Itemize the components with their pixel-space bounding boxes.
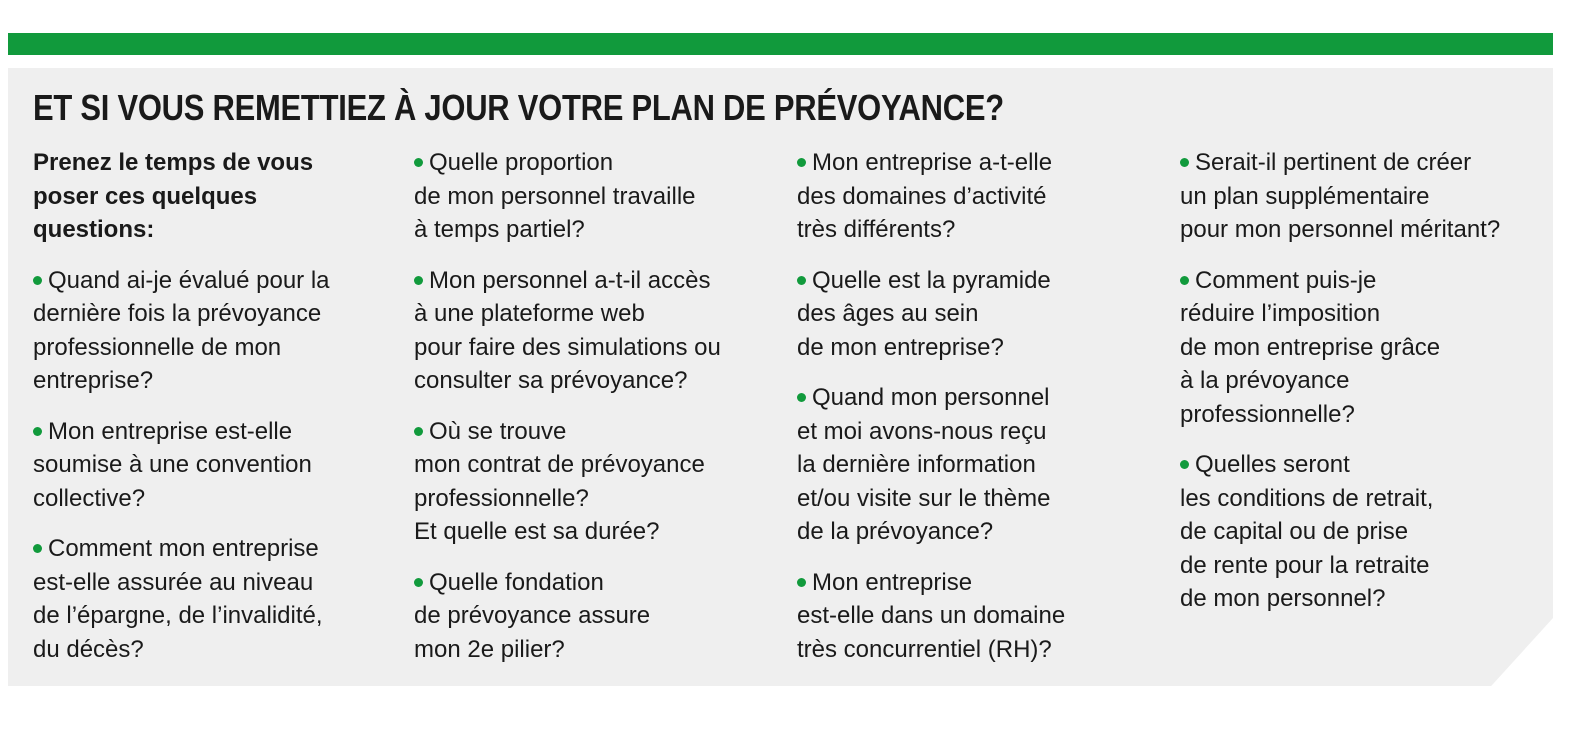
bullet-dot-icon	[33, 427, 42, 436]
question-line: à temps partiel?	[414, 216, 585, 243]
question-text: Quelles seront	[1195, 451, 1350, 478]
bullet-dot-icon	[414, 427, 423, 436]
question-text: Comment puis-je	[1195, 266, 1377, 294]
question-line: la dernière information	[797, 451, 1036, 478]
question-line: du décès?	[33, 635, 144, 663]
question-item	[414, 146, 779, 247]
question-item	[797, 146, 1162, 247]
question-line: de mon personnel?	[1180, 585, 1386, 612]
question-line: de mon personnel travaille	[414, 182, 696, 210]
question-item	[797, 264, 1162, 365]
question-item	[414, 264, 779, 398]
question-text: Quelle fondation	[429, 568, 604, 596]
question-line: consulter sa prévoyance?	[414, 367, 688, 394]
question-text: Mon personnel a-t-il accès	[429, 266, 711, 294]
column-3	[797, 146, 1162, 683]
intro-line: poser ces quelques	[33, 182, 258, 210]
question-line: de l’épargne, de l’invalidité,	[33, 602, 323, 629]
question-item	[33, 532, 398, 666]
question-line: mon contrat de prévoyance	[414, 451, 705, 478]
question-line: et/ou visite sur le thème	[797, 484, 1051, 512]
bullet-dot-icon	[797, 393, 806, 402]
question-line	[797, 146, 1162, 180]
question-text: Quand ai-je évalué pour la	[48, 266, 330, 294]
question-line	[414, 415, 779, 449]
question-line: à une plateforme web	[414, 300, 645, 327]
bullet-dot-icon	[414, 158, 423, 167]
question-line: mon 2e pilier?	[414, 635, 565, 663]
bullet-dot-icon	[797, 158, 806, 167]
question-line: professionnelle?	[1180, 400, 1355, 428]
question-item	[797, 381, 1162, 549]
question-line: est-elle dans un domaine	[797, 602, 1066, 629]
question-text: Quelle est la pyramide	[812, 266, 1051, 294]
question-line	[414, 264, 779, 298]
question-item	[797, 566, 1162, 667]
question-line	[797, 264, 1162, 298]
question-line: un plan supplémentaire	[1180, 182, 1430, 210]
column-4	[1180, 146, 1550, 633]
question-line: professionnelle?	[414, 484, 589, 512]
page-title: ET SI VOUS REMETTIEZ À JOUR VOTRE PLAN DE PRÉVOYANCE?	[33, 87, 1004, 128]
question-text: Mon entreprise est-elle	[48, 417, 293, 445]
question-line: dernière fois la prévoyance	[33, 300, 322, 327]
bullet-dot-icon	[33, 276, 42, 285]
question-item	[414, 566, 779, 667]
question-line: est-elle assurée au niveau	[33, 568, 314, 596]
question-item	[1180, 264, 1550, 432]
question-item	[414, 415, 779, 549]
question-line: de capital ou de prise	[1180, 518, 1409, 545]
question-line: de rente pour la retraite	[1180, 551, 1430, 579]
question-line: des âges au sein	[797, 300, 979, 327]
bullet-dot-icon	[414, 578, 423, 587]
bullet-dot-icon	[797, 578, 806, 587]
question-list	[797, 146, 1162, 666]
question-line: de prévoyance assure	[414, 602, 651, 629]
question-line: pour mon personnel méritant?	[1180, 216, 1501, 243]
question-line: professionnelle de mon	[33, 333, 282, 361]
question-item	[1180, 448, 1550, 616]
question-list	[414, 146, 779, 666]
bullet-dot-icon	[33, 544, 42, 553]
question-text: Où se trouve	[429, 417, 567, 445]
bullet-dot-icon	[797, 276, 806, 285]
question-item	[33, 415, 398, 516]
question-line: de mon entreprise?	[797, 333, 1004, 361]
question-line	[797, 566, 1162, 600]
question-line: et moi avons-nous reçu	[797, 417, 1047, 445]
question-list	[1180, 146, 1550, 616]
question-line	[414, 146, 779, 180]
top-accent-bar	[8, 33, 1553, 55]
question-list	[33, 264, 398, 667]
question-line: réduire l’imposition	[1180, 300, 1381, 327]
question-line: soumise à une convention	[33, 451, 312, 478]
question-line	[1180, 448, 1550, 482]
question-line	[797, 381, 1162, 415]
intro-line: questions:	[33, 216, 155, 243]
question-line: Et quelle est sa durée?	[414, 518, 660, 545]
question-line: collective?	[33, 484, 146, 512]
question-text: Quand mon personnel	[812, 384, 1050, 411]
question-item	[1180, 146, 1550, 247]
question-line	[33, 415, 398, 449]
question-line: de mon entreprise grâce	[1180, 333, 1441, 361]
bullet-dot-icon	[1180, 158, 1189, 167]
question-text: Mon entreprise	[812, 568, 973, 596]
question-line	[1180, 146, 1550, 180]
question-line	[414, 566, 779, 600]
question-line: de la prévoyance?	[797, 518, 994, 545]
question-text: Mon entreprise a-t-elle	[812, 149, 1053, 176]
question-item	[33, 264, 398, 398]
question-text: Serait-il pertinent de créer	[1195, 149, 1472, 176]
question-line: entreprise?	[33, 367, 154, 394]
intro-line: Prenez le temps de vous	[33, 149, 314, 176]
question-line	[1180, 264, 1550, 298]
question-line	[33, 264, 398, 298]
question-line: très différents?	[797, 216, 956, 243]
question-text: Quelle proportion	[429, 149, 614, 176]
bullet-dot-icon	[1180, 276, 1189, 285]
bullet-dot-icon	[414, 276, 423, 285]
question-text: Comment mon entreprise	[48, 535, 319, 562]
column-1	[33, 146, 398, 683]
question-line: à la prévoyance	[1180, 367, 1350, 394]
question-line	[33, 532, 398, 566]
question-line: des domaines d’activité	[797, 182, 1047, 210]
bullet-dot-icon	[1180, 460, 1189, 469]
question-line: les conditions de retrait,	[1180, 484, 1434, 512]
column-2	[414, 146, 779, 683]
intro-text	[33, 146, 398, 247]
question-line: pour faire des simulations ou	[414, 333, 721, 361]
question-line: très concurrentiel (RH)?	[797, 635, 1052, 663]
